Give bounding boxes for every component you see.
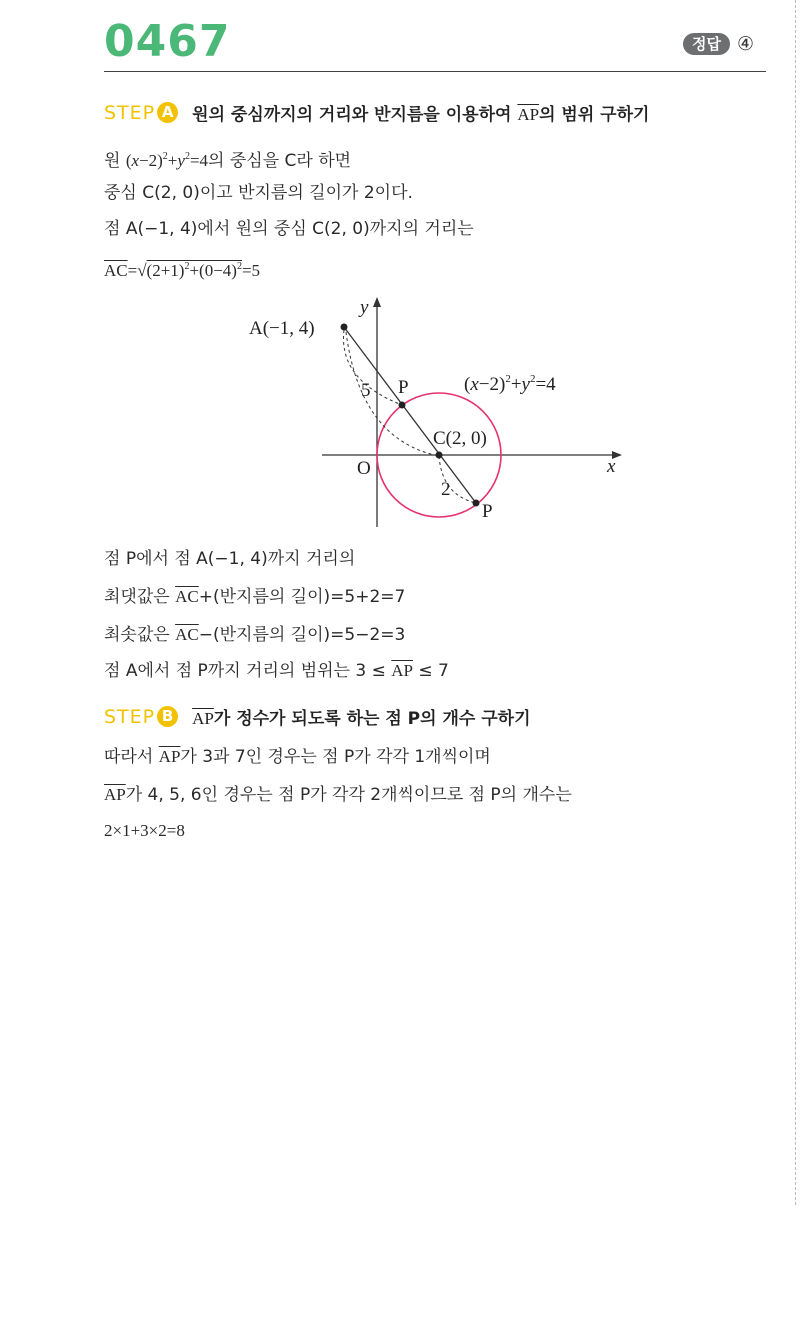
text-fragment: 가 4, 5, 6인 경우는 점 P가 각각 2개씩이므로 점 P의 개수는 bbox=[125, 785, 572, 805]
solution-line-7 bbox=[104, 622, 405, 648]
point-p-upper bbox=[399, 402, 406, 409]
label-p-lower: P bbox=[482, 501, 493, 522]
text-fragment: 원 bbox=[104, 151, 126, 171]
solution-line-6 bbox=[104, 584, 405, 610]
math-exponent: 2 bbox=[184, 261, 190, 272]
step-b-heading bbox=[104, 704, 531, 729]
dashed-arc-5 bbox=[343, 330, 402, 405]
segment-ap: $\overline{AP}$ bbox=[391, 661, 413, 680]
math-fragment: ( bbox=[125, 151, 132, 170]
label-a: A(−1, 4) bbox=[249, 318, 315, 339]
step-b-title-post: 가 정수가 되도록 하는 점 P의 개수 구하기 bbox=[213, 709, 531, 729]
math-var-x: x bbox=[131, 151, 140, 170]
math-fragment: −2) bbox=[139, 151, 163, 170]
math-exponent: 2 bbox=[505, 373, 511, 385]
step-b-label: STEP bbox=[104, 705, 156, 728]
step-b-title bbox=[192, 704, 530, 729]
step-a-title-pre: 원의 중심까지의 거리와 반지름을 이용하여 bbox=[192, 105, 518, 125]
math-fragment: +(0−4) bbox=[189, 261, 237, 280]
step-a-title-segment: $\overline{AP}$ bbox=[517, 105, 540, 124]
figure-circle-equation bbox=[464, 373, 556, 395]
problem-number: 0467 bbox=[104, 16, 231, 67]
solution-line-9 bbox=[104, 744, 491, 770]
step-b-title-segment: $\overline{AP}$ bbox=[192, 709, 214, 728]
step-a-label: STEP bbox=[104, 101, 156, 124]
segment-ac: $\overline{AC}$ bbox=[104, 261, 128, 280]
solution-line-10 bbox=[104, 782, 572, 808]
label-origin: O bbox=[357, 458, 371, 479]
math-fragment: =4 bbox=[535, 374, 556, 395]
math-fragment: + bbox=[167, 151, 178, 170]
math-var-y: y bbox=[521, 374, 530, 395]
text-fragment: 최댓값은 bbox=[104, 587, 176, 607]
text-fragment: −(반지름의 길이)=5−2=3 bbox=[198, 625, 406, 645]
solution-line-8 bbox=[104, 658, 449, 684]
label-p-upper: P bbox=[398, 377, 409, 398]
math-var-y: y bbox=[177, 151, 185, 170]
text-fragment: 최솟값은 bbox=[104, 625, 176, 645]
step-a-title-post: 의 범위 구하기 bbox=[539, 105, 650, 125]
text-fragment: 따라서 bbox=[104, 747, 159, 767]
point-a bbox=[341, 324, 348, 331]
point-p-lower bbox=[473, 500, 480, 507]
math-exponent: 2 bbox=[529, 373, 536, 385]
solution-line-2: 중심 C(2, 0)이고 반지름의 길이가 2이다. bbox=[104, 183, 413, 203]
label-x-axis: x bbox=[607, 456, 616, 477]
math-fragment: + bbox=[510, 374, 522, 395]
solution-line-5: 점 P에서 점 A(−1, 4)까지 거리의 bbox=[104, 549, 356, 569]
solution-line-3: 점 A(−1, 4)에서 원의 중심 C(2, 0)까지의 거리는 bbox=[104, 219, 474, 239]
answer-badge: 정답 bbox=[683, 33, 730, 55]
solution-line-11: 2×1+3×2=8 bbox=[104, 821, 185, 840]
text-fragment: 가 3과 7인 경우는 점 P가 각각 1개씩이며 bbox=[180, 747, 491, 767]
math-fragment: =5 bbox=[241, 261, 261, 280]
label-radius-2: 2 bbox=[441, 479, 451, 500]
text-fragment: ≤ 7 bbox=[412, 661, 449, 681]
math-exponent: 2 bbox=[236, 261, 242, 272]
y-axis-arrow-icon bbox=[373, 297, 381, 307]
text-fragment: +(반지름의 길이)=5+2=7 bbox=[198, 587, 406, 607]
math-fragment: −2) bbox=[478, 374, 506, 395]
segment-ac: $\overline{AC}$ bbox=[175, 587, 199, 606]
text-fragment: 점 A에서 점 P까지 거리의 범위는 3 ≤ bbox=[104, 661, 392, 681]
segment-ap: $\overline{AP}$ bbox=[158, 747, 181, 766]
segment-ap: $\overline{AP}$ bbox=[104, 785, 126, 804]
math-fragment: (2+1) bbox=[146, 261, 185, 280]
math-fragment: =4 bbox=[189, 151, 209, 170]
answer-value: ④ bbox=[736, 33, 755, 55]
math-exponent: 2 bbox=[184, 151, 190, 162]
label-c: C(2, 0) bbox=[433, 428, 487, 449]
step-a-letter: A bbox=[157, 102, 178, 123]
step-b-letter: B bbox=[157, 706, 178, 727]
label-distance-5: 5 bbox=[361, 380, 371, 401]
label-y-axis: y bbox=[360, 297, 369, 318]
math-fragment: ( bbox=[464, 374, 471, 395]
point-c bbox=[436, 452, 443, 459]
math-var-x: x bbox=[470, 374, 479, 395]
math-fragment: =√ bbox=[127, 261, 147, 280]
segment-ac: $\overline{AC}$ bbox=[175, 625, 199, 644]
text-fragment: 의 중심을 C라 하면 bbox=[208, 151, 352, 171]
math-exponent: 2 bbox=[162, 151, 168, 162]
